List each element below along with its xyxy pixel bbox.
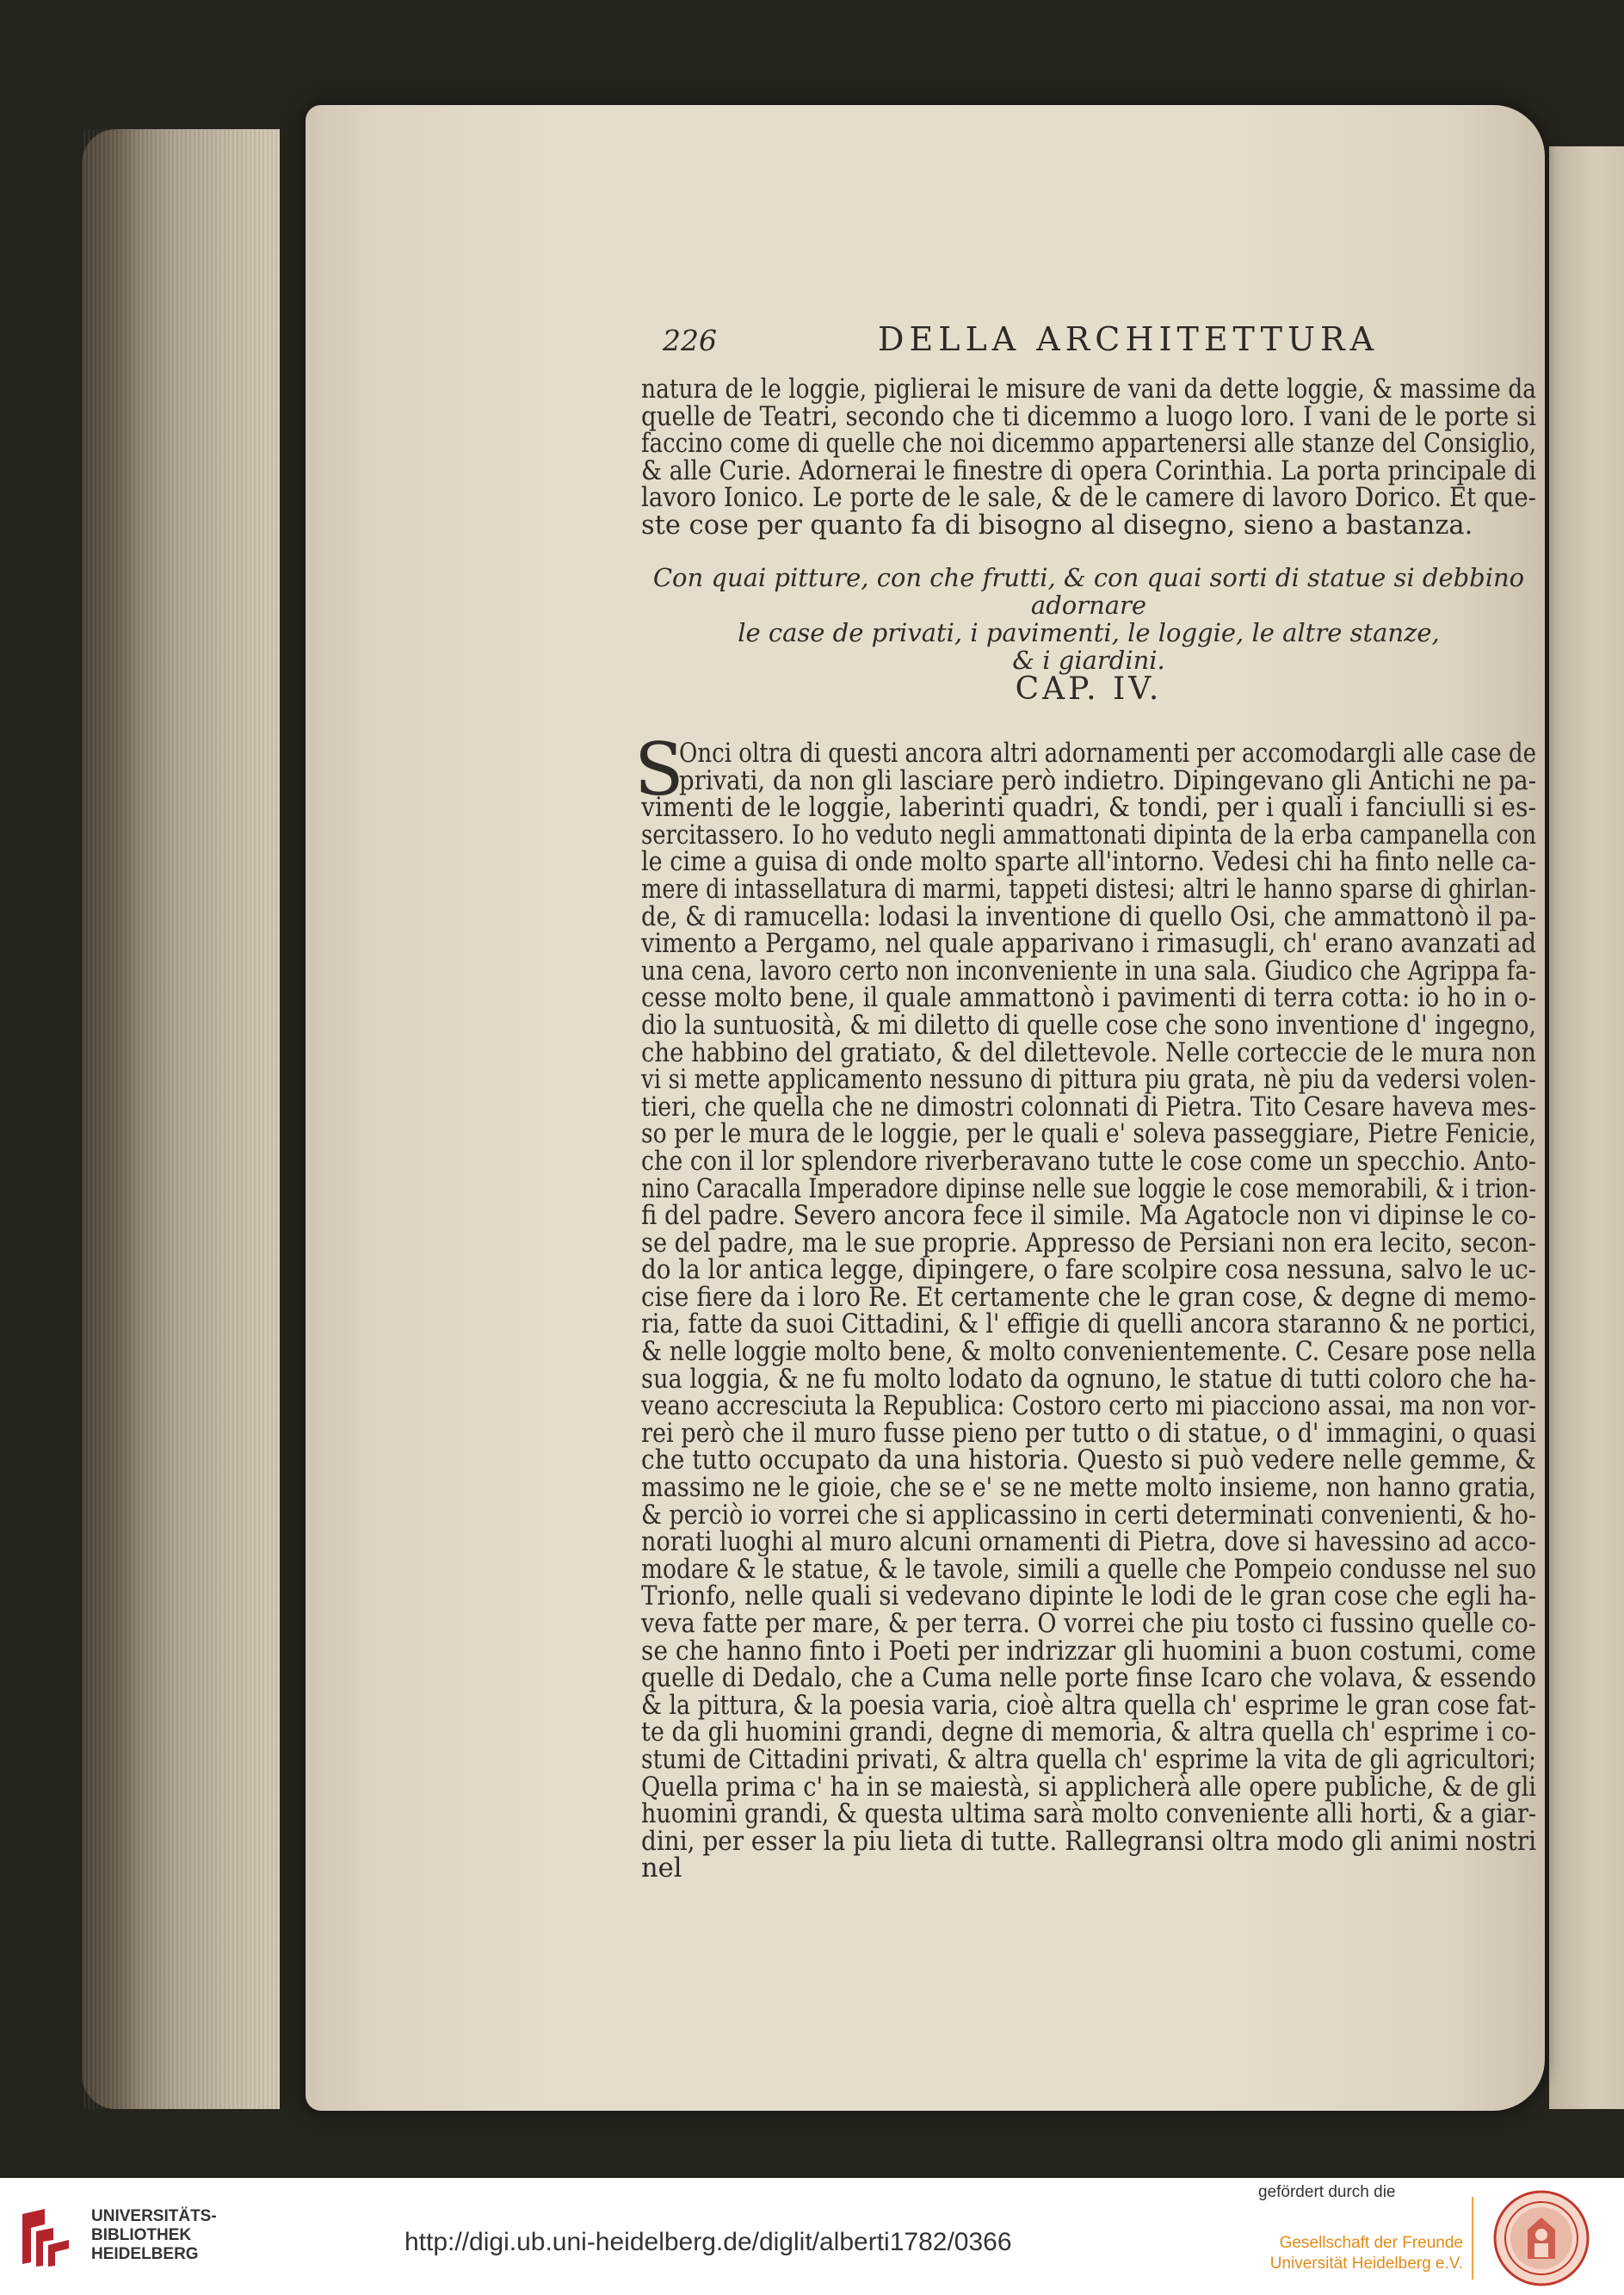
footer-bar [0,2178,1624,2295]
summary-line: Con quai pitture, con che frutti, & con quai sorti di statue si debbino adornare [652,563,1525,620]
text-line: cise fiere da i loro Re. Et certamente che le gran cose, & degne di memo- [641,1282,1536,1313]
text-line: cesse molto bene, il quale ammattonò i pavimenti di terra cotta: io ho in o- [641,983,1536,1014]
running-title: DELLA ARCHITETTURA [878,320,1380,358]
text-line: le cime a guisa di onde molto sparte all'intorno. Vedesi chi ha finto nelle ca- [641,847,1536,878]
library-name [91,2207,217,2264]
chapter-summary [641,564,1536,674]
text-line: & la pittura, & la poesia varia, cioè altra quella ch' esprime le gran cose fat- [641,1690,1536,1721]
text-line: se che hanno finto i Poeti per indrizzar gli huomini a buon costumi, come [641,1636,1536,1667]
text-line: stumi de Cittadini privati, & altra quella ch' esprime la vita de gli agricultori; [641,1744,1536,1775]
text-line: mere di intassellatura di marmi, tappeti distesi; altri le hanno sparse di ghirlan- [641,874,1536,905]
text-line: vi si mette applicamento nessuno di pittura piu grata, nè piu da vedersi volen- [641,1065,1536,1096]
text-line: huomini grandi, & questa ultima sarà molto conveniente alli horti, & a giar- [641,1799,1536,1830]
sponsor-name-line: Universität Heidelberg e.V. [1269,2255,1463,2273]
footer-divider [1472,2197,1473,2280]
text-line: de, & di ramucella: lodasi la inventione di quello Osi, che ammattonò il pa- [641,901,1536,932]
text-line: quelle de Teatri, secondo che ti dicemmo a luogo loro. I vani de le porte si [641,401,1536,432]
text-line: & perciò io vorrei che si applicassino in certi determinati convenienti, & ho- [641,1500,1536,1531]
text-line: una cena, lavoro certo non inconveniente in una sala. Giudico che Agrippa fa- [641,956,1536,987]
text-line: quelle di Dedalo, che a Cuma nelle porte finse Icaro che volava, & essendo [641,1663,1536,1694]
text-line: veva fatte per mare, & per terra. O vorrei che piu tosto ci fussino quelle co- [641,1609,1536,1639]
text-line: se del padre, ma le sue proprie. Appresso de Persiani non era lecito, secon- [641,1228,1536,1259]
text-line: vimenti de le loggie, laberinti quadri, & tondi, per i quali i fanciulli si es- [641,793,1536,824]
chapter-heading: CAP. IV. [1015,671,1163,707]
text-line: nino Caracalla Imperadore dipinse nelle sue loggie le cose memorabili, & i trion- [641,1173,1536,1204]
text-line: massimo ne le gioie, che se e' se ne mette molto insieme, non hanno gratia, [641,1473,1536,1504]
top-paragraph [641,376,1536,540]
summary-line: & i giardini. [1012,646,1165,675]
text-line: tieri, che quella che ne dimostri colonnati di Pietra. Tito Cesare haveva mes- [641,1092,1536,1123]
library-name-line: HEIDELBERG [91,2245,199,2263]
text-line: te da gli huomini grandi, degne di memoria, & altra quella ch' esprime i co- [641,1717,1536,1748]
main-paragraph [641,740,1536,1883]
text-line: so per le mura de le loggie, per le quali e' soleva passeggiare, Pietre Fenicie, [641,1119,1536,1150]
text-line: ste cose per quanto fa di bisogno al disegno, sieno a bastanza. [641,510,1473,541]
text-line: Quella prima c' ha in se maiestà, si applicherà alle opere publiche, & de gli [641,1772,1536,1803]
text-line: ria, fatte da suoi Cittadini, & l' effigie di quelli ancora staranno & ne portici, [641,1309,1536,1340]
text-line: dini, per esser la piu lieta di tutte. Rallegransi oltra modo gli animi nostri [641,1826,1536,1857]
text-line: modare & le statue, & le tavole, simili a quelle che Pompeio condusse nel suo [641,1554,1536,1585]
text-line: natura de le loggie, piglierai le misure de vani da dette loggie, & massime da [641,374,1536,405]
permalink-url[interactable]: http://digi.ub.uni-heidelberg.de/diglit/alberti1782/0366 [404,2228,1012,2256]
library-name-line: BIBLIOTHEK [91,2226,192,2244]
text-line: lavoro Ionico. Le porte de le sale, & de le camere di lavoro Dorico. Et que- [641,483,1536,514]
library-name-line: UNIVERSITÄTS- [91,2207,217,2225]
text-line: che habbino del gratiato, & del dilettevole. Nelle corteccie de le mura non [641,1037,1536,1068]
sponsor-name[interactable] [1263,2233,1463,2274]
text-line: & nelle loggie molto bene, & molto convenientemente. C. Cesare pose nella [641,1337,1536,1368]
text-line: sercitassero. Io ho veduto negli ammattonati dipinta de la erba campanella con [641,820,1536,851]
text-line: do la lor antica legge, dipingere, o fare scolpire cosa nessuna, salvo le uc- [641,1255,1536,1286]
facing-page-edge [1549,146,1624,2109]
text-line: vimento a Pergamo, nel quale apparivano i rimasugli, ch' erano avanzati ad [641,929,1536,960]
text-line: faccino come di quelle che noi dicemmo appartenersi alle stanze del Consiglio, [641,429,1536,460]
text-line: Onci oltra di questi ancora altri adornamenti per accomodargli alle case de [679,739,1536,769]
library-logo-icon [19,2205,72,2267]
text-line: norati luoghi al muro alcuni ornamenti di Pietra, dove si havessino ad acco- [641,1527,1536,1558]
book-page-edges [82,129,280,2109]
text-line: fi del padre. Severo ancora fece il simile. Ma Agatocle non vi dipinse le co- [641,1201,1536,1232]
sponsor-label: gefördert durch die [1258,2183,1396,2201]
page-header [663,320,1532,363]
text-line: Trionfo, nelle quali si vedevano dipinte le lodi de le gran cose che egli ha- [641,1581,1536,1612]
text-line: dio la suntuosità, & mi diletto di quelle cose che sono inventione d' ingegno, [641,1010,1536,1041]
page-number: 226 [663,324,717,357]
text-line: che con il lor splendore riverberavano tutte le cose come un specchio. Anto- [641,1146,1536,1177]
text-line: & alle Curie. Adornerai le finestre di opera Corinthia. La porta principale di [641,455,1536,486]
text-line: che tutto occupato da una historia. Questo si può vedere nelle gemme, & [641,1445,1536,1476]
summary-line: le case de privati, i pavimenti, le loggie, le altre stanze, [738,618,1440,647]
drop-cap: S [634,727,684,812]
text-line: rei però che il muro fusse pieno per tutto o di statue, o d' immagini, o quasi [641,1418,1536,1449]
spacer [103,1980,138,2014]
text-line: sua loggia, & ne fu molto lodato da ognuno, le statue di tutti coloro che ha- [641,1364,1536,1395]
text-line: veano accresciuta la Republica: Costoro certo mi piacciono assai, ma non vor- [641,1391,1536,1422]
text-line: nel [641,1853,682,1884]
sponsor-name-line: Gesellschaft der Freunde [1279,2234,1463,2252]
text-line: privati, da non gli lasciare però indietro. Dipingevano gli Antichi ne pa- [679,765,1536,796]
university-seal-icon [1493,2190,1590,2286]
